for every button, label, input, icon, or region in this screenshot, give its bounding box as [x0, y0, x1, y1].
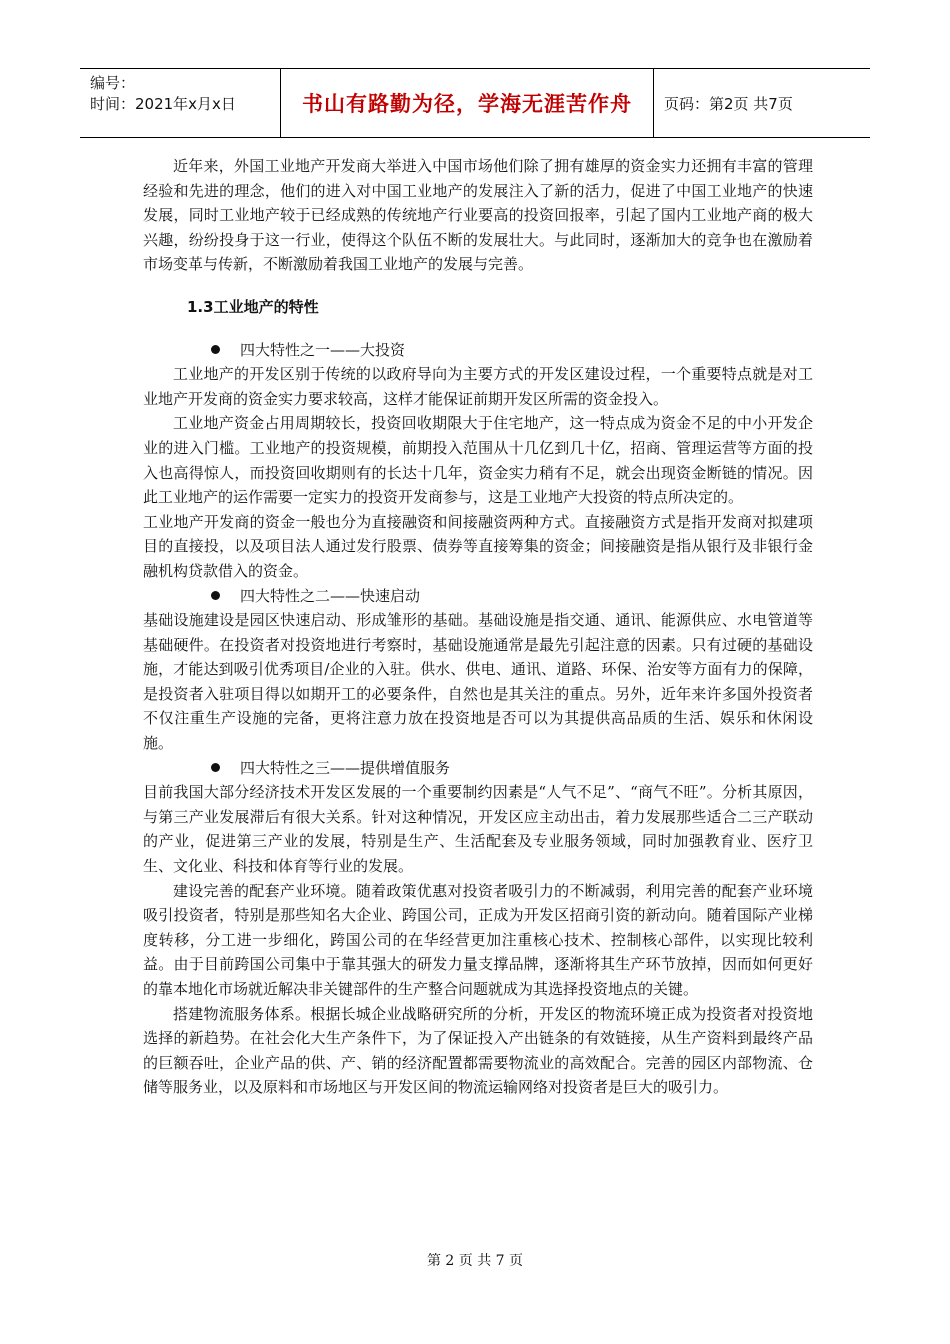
paragraph: 工业地产的开发区别于传统的以政府导向为主要方式的开发区建设过程，一个重要特点就是对工业地产开发商的资金实力要求较高，这样才能保证前期开发区所需的资金投入。	[143, 365, 813, 408]
document-number-label: 编号：	[90, 74, 136, 92]
page-footer: 第 2 页 共 7 页	[426, 1253, 524, 1269]
section-heading: 1.3工业地产的特性	[187, 297, 319, 316]
bullet-label: 四大特性之一——大投资	[240, 340, 406, 359]
bullet-dot-icon	[211, 591, 220, 600]
document-time-label: 时间：2021年x月x日	[90, 95, 236, 113]
bullet-dot-icon	[211, 763, 220, 772]
paragraph: 基础设施建设是园区快速启动、形成雏形的基础。基础设施是指交通、通讯、能源供应、水电管道等基础硬件。在投资者对投资地进行考察时，基础设施通常是最先引起注意的因素。只有过硬的基础设施，才能达到吸引优秀项目/企业的入驻。供水、供电、通讯、道路、环保、治安等方面有力的保障，是投资者入驻项目得以如期开工的必要条件，自然也是其关注的重点。另外，近年来许多国外投资者不仅注重生产设施的完备，更将注意力放在投资地是否可以为其提供高品质的生活、娱乐和休闲设施。	[143, 611, 813, 753]
header-motto: 书山有路勤为径，学海无涯苦作舟	[281, 69, 654, 137]
paragraph: 工业地产开发商的资金一般也分为直接融资和间接融资两种方式。直接融资方式是指开发商对拟建项目的直接投，以及项目法人通过发行股票、债券等直接筹集的资金；间接融资是指从银行及非银行金融机构贷款借入的资金。	[143, 512, 813, 580]
document-body	[143, 154, 813, 1100]
bullet-item-1	[143, 338, 813, 363]
bullet-dot-icon	[211, 345, 220, 354]
paragraph: 搭建物流服务体系。根据长城企业战略研究所的分析，开发区的物流环境正成为投资者对投资地选择的新趋势。在社会化大生产条件下，为了保证投入产出链条的有效链接，从生产资料到最终产品的巨额吞吐，企业产品的供、产、销的经济配置都需要物流业的高效配合。完善的园区内部物流、仓储等服务业，以及原料和市场地区与开发区间的物流运输网络对投资者是巨大的吸引力。	[143, 1004, 813, 1097]
bullet-label: 四大特性之三——提供增值服务	[240, 758, 451, 777]
intro-paragraph: 近年来，外国工业地产开发商大举进入中国市场他们除了拥有雄厚的资金实力还拥有丰富的管理经验和先进的理念，他们的进入对中国工业地产的发展注入了新的活力，促进了中国工业地产的快速发展，同时工业地产较于已经成熟的传统地产行业要高的投资回报率，引起了国内工业地产商的极大兴趣，纷纷投身于这一行业，使得这个队伍不断的发展壮大。与此同时，逐渐加大的竞争也在激励着市场变革与传新，不断激励着我国工业地产的发展与完善。	[143, 157, 813, 274]
page-header	[80, 68, 870, 138]
paragraph: 建设完善的配套产业环境。随着政策优惠对投资者吸引力的不断减弱，利用完善的配套产业环境吸引投资者，特别是那些知名大企业、跨国公司，正成为开发区招商引资的新动向。随着国际产业梯度转移，分工进一步细化，跨国公司的在华经营更加注重核心技术、控制核心部件，以实现比较利益。由于目前跨国公司集中于靠其强大的研发力量支撑品牌，逐渐将其生产环节放掉，因而如何更好的靠本地化市场就近解决非关键部件的生产整合问题就成为其选择投资地点的关键。	[143, 881, 813, 998]
header-meta	[80, 69, 281, 137]
bullet-item-2	[143, 584, 813, 609]
header-page-info: 页码：第2页 共7页	[664, 94, 793, 113]
bullet-item-3	[143, 756, 813, 781]
bullet-label: 四大特性之二——快速启动	[240, 586, 421, 605]
paragraph: 目前我国大部分经济技术开发区发展的一个重要制约因素是“人气不足”、“商气不旺”。分析其原因，与第三产业发展滞后有很大关系。针对这种情况，开发区应主动出击，着力发展那些适合二三产联动的产业，促进第三产业的发展，特别是生产、生活配套及专业服务领域，同时加强教育业、医疗卫生、文化业、科技和体育等行业的发展。	[143, 783, 813, 876]
paragraph: 工业地产资金占用周期较长，投资回收期限大于住宅地产，这一特点成为资金不足的中小开发企业的进入门槛。工业地产的投资规模，前期投入范围从十几亿到几十亿，招商、管理运营等方面的投入也高得惊人，而投资回收期则有的长达十几年，资金实力稍有不足，就会出现资金断链的情况。因此工业地产的运作需要一定实力的投资开发商参与，这是工业地产大投资的特点所决定的。	[143, 414, 813, 507]
